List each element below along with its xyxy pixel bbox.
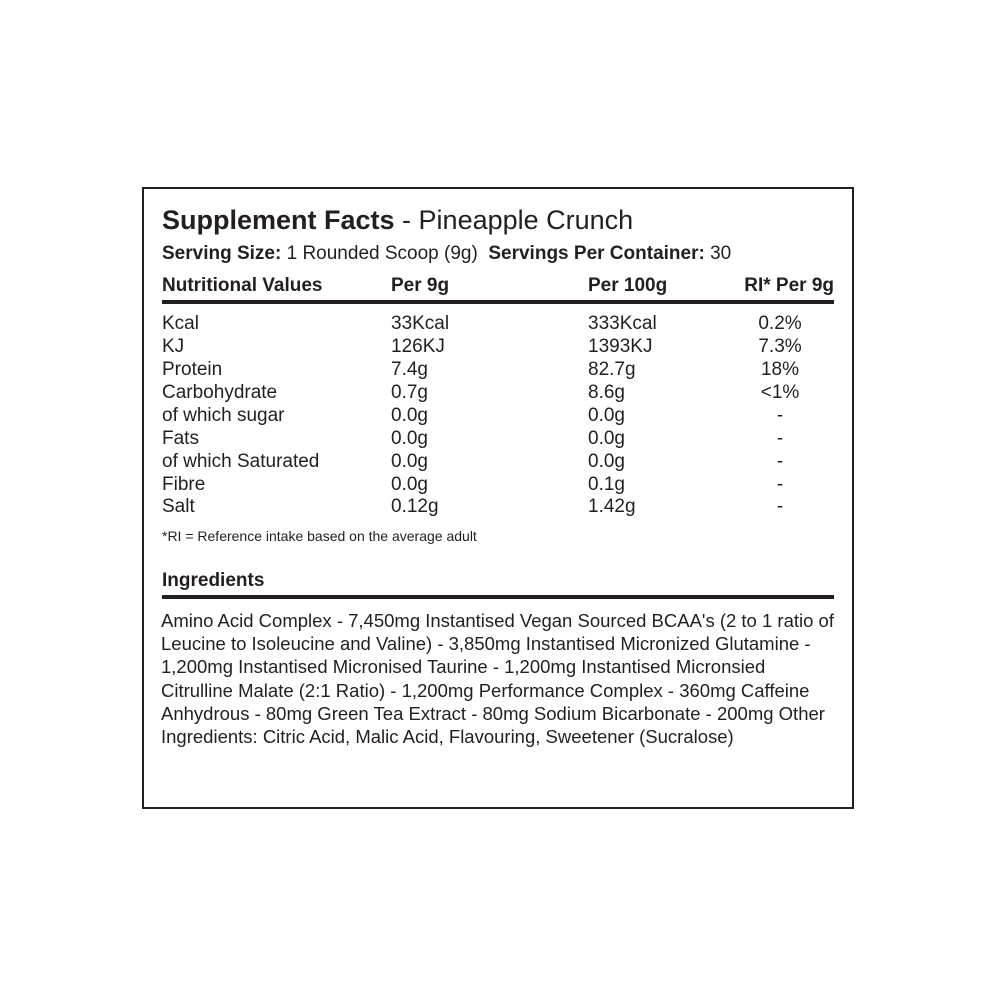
row-per-9g: 0.0g [391, 474, 428, 495]
row-per-9g: 0.0g [391, 405, 428, 426]
row-ri: 0.2% [758, 313, 802, 334]
row-ri: - [776, 451, 784, 472]
header-divider [162, 300, 834, 304]
row-per-100g: 82.7g [588, 359, 636, 380]
row-ri: - [776, 405, 784, 426]
row-label: Fats [162, 428, 199, 449]
row-ri: - [776, 428, 784, 449]
header-per-100g: Per 100g [588, 275, 668, 296]
row-per-9g: 126KJ [391, 336, 445, 357]
ri-footnote: *RI = Reference intake based on the average adult [162, 528, 477, 544]
row-ri: - [776, 474, 784, 495]
row-per-9g: 0.0g [391, 451, 428, 472]
header-ri-per-9g: RI* Per 9g [744, 275, 834, 296]
header-per-9g: Per 9g [391, 275, 450, 296]
serving-size-label: Serving Size: [162, 243, 282, 264]
row-per-100g: 0.0g [588, 428, 625, 449]
table-row [162, 381, 834, 404]
row-per-100g: 1393KJ [588, 336, 653, 357]
row-ri: 7.3% [758, 336, 802, 357]
row-label: Kcal [162, 313, 199, 334]
ingredients-divider [162, 595, 834, 599]
header-nutritional-values: Nutritional Values [162, 275, 323, 296]
row-label: Salt [162, 496, 195, 517]
row-per-100g: 0.1g [588, 474, 625, 495]
table-row [162, 404, 834, 427]
table-row [162, 473, 834, 496]
row-per-9g: 33Kcal [391, 313, 450, 334]
row-label: Fibre [162, 474, 206, 495]
row-label: Protein [162, 359, 223, 380]
table-row [162, 450, 834, 473]
table-row [162, 495, 834, 518]
row-label: KJ [162, 336, 185, 357]
row-per-100g: 0.0g [588, 451, 625, 472]
row-ri: <1% [760, 382, 800, 403]
table-header [162, 274, 834, 298]
row-ri: - [776, 496, 784, 517]
row-per-9g: 0.7g [391, 382, 428, 403]
table-row [162, 312, 834, 335]
row-per-100g: 0.0g [588, 405, 625, 426]
ingredients-title: Ingredients [162, 570, 265, 591]
servings-per-container-value: 30 [704, 243, 732, 264]
row-label: of which Saturated [162, 451, 320, 472]
row-per-9g: 0.0g [391, 428, 428, 449]
table-row [162, 335, 834, 358]
table-row [162, 427, 834, 450]
row-per-100g: 8.6g [588, 382, 625, 403]
row-per-100g: 1.42g [588, 496, 636, 517]
title-bold: Supplement Facts [162, 205, 395, 235]
row-per-9g: 7.4g [391, 359, 428, 380]
title-product: - Pineapple Crunch [394, 205, 634, 235]
ingredients-text: Amino Acid Complex - 7,450mg Instantised Vegan Sourced BCAA's (2 to 1 ratio of Leucine to Isoleucine and Valine) - 3,850mg Instantised Micronized Glutamine - 1,200mg Instantised Micronised Taurine - 1,200mg Instantised Micronsied Citrulline Malate (2:1 Ratio) - 1,200mg Performance Complex - 360mg Caffeine Anhydrous - 80mg Green Tea Extract - 80mg Sodium Bicarbonate - 200mg Other Ingredients: Citric Acid, Malic Acid, Flavouring, Sweetener (Sucralose) [161, 610, 834, 748]
row-label: Carbohydrate [162, 382, 278, 403]
row-ri: 18% [760, 359, 800, 380]
servings-per-container-label: Servings Per Container: [488, 243, 705, 264]
row-per-100g: 333Kcal [588, 313, 657, 334]
serving-size-value: 1 Rounded Scoop (9g) [281, 243, 478, 264]
table-row [162, 358, 834, 381]
row-per-9g: 0.12g [391, 496, 439, 517]
page-title [162, 203, 633, 237]
row-label: of which sugar [162, 405, 285, 426]
serving-info [162, 242, 731, 266]
